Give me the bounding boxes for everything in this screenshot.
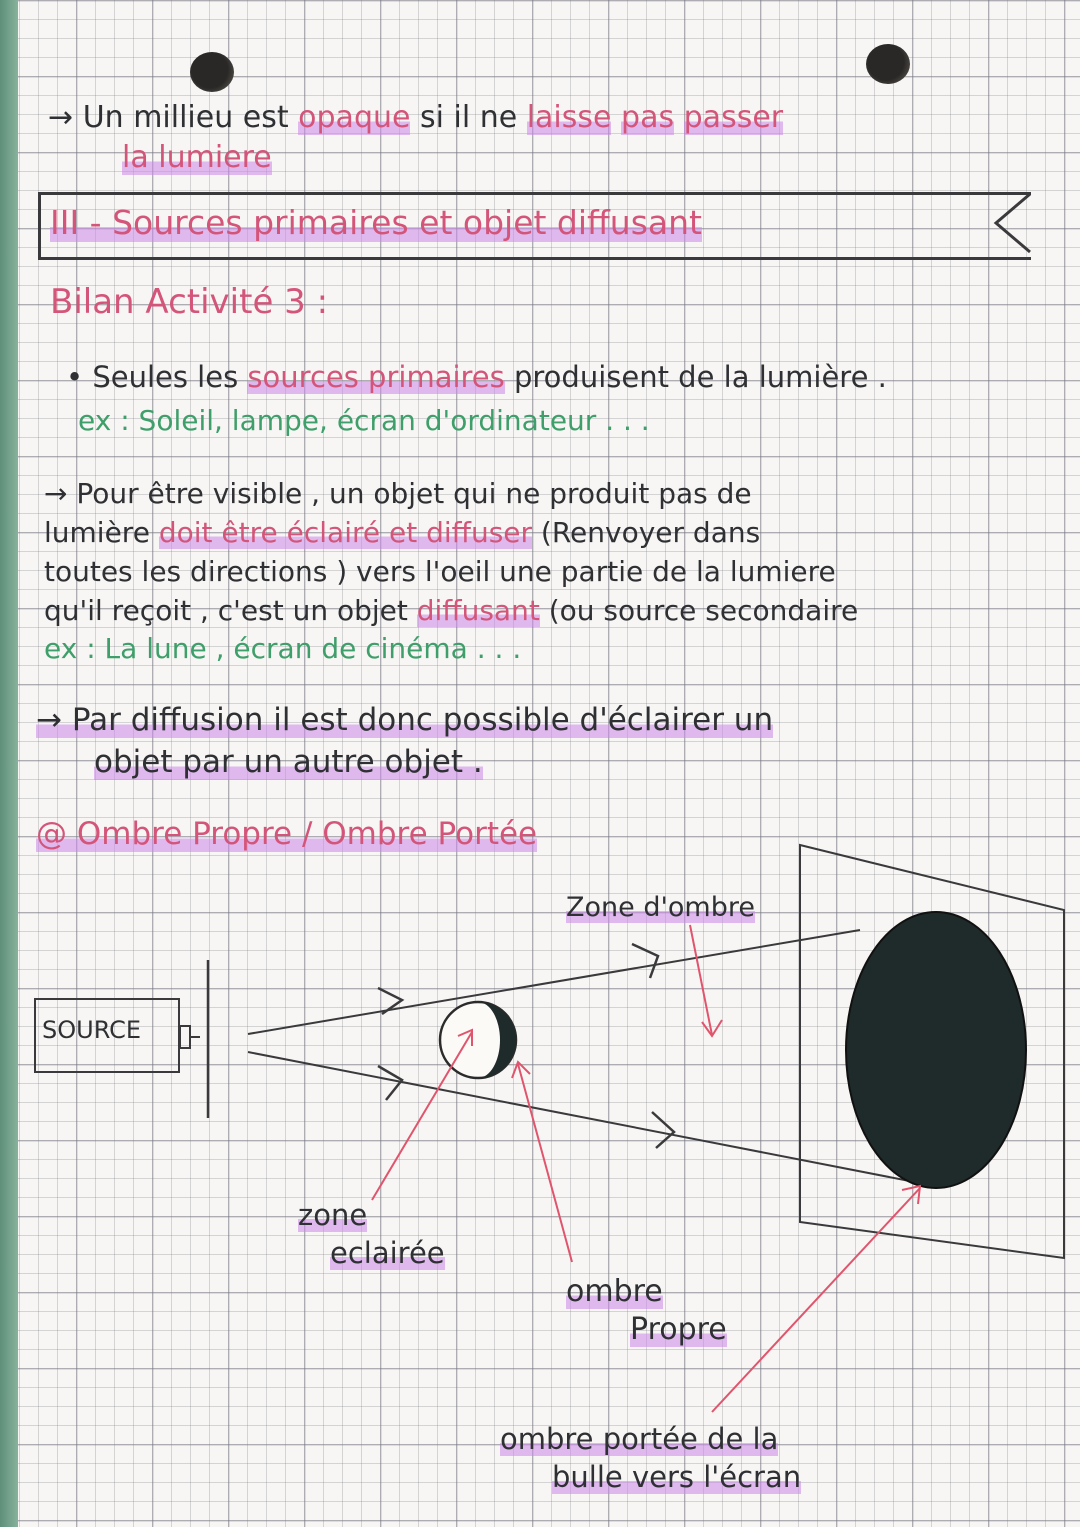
opaque-definition-cont: la lumiere bbox=[122, 140, 272, 175]
ray-bottom bbox=[248, 1052, 930, 1185]
bilan-heading: Bilan Activité 3 : bbox=[50, 282, 329, 322]
label-ombre-propre-2: Propre bbox=[630, 1312, 727, 1347]
zone-ombre-pointer bbox=[690, 925, 712, 1035]
ray-arrow-icon bbox=[378, 1066, 402, 1100]
diffusing-object-example: ex : La lune , écran de cinéma . . . bbox=[44, 632, 522, 665]
label-ombre-portee-1: ombre portée de la bbox=[500, 1422, 779, 1456]
diffusion-line1: → Par diffusion il est donc possible d'éclairer un bbox=[36, 702, 774, 738]
arrow-icon: → bbox=[48, 100, 74, 135]
ombre-propre-pointer bbox=[518, 1064, 572, 1262]
label-zone-ombre: Zone d'ombre bbox=[566, 892, 755, 923]
shadow-subtitle: @ Ombre Propre / Ombre Portée bbox=[36, 816, 538, 852]
ray-arrow-icon bbox=[652, 1112, 674, 1148]
ray-arrow-icon bbox=[632, 944, 658, 978]
diffusing-object-line1: → Pour être visible , un objet qui ne produit pas de bbox=[44, 477, 752, 510]
diffusing-object-line2: lumière doit être éclairé et diffuser (Renvoyer dans bbox=[44, 516, 761, 549]
source-label: SOURCE bbox=[42, 1016, 142, 1044]
primary-sources-example: ex : Soleil, lampe, écran d'ordinateur . . . bbox=[78, 404, 650, 437]
label-ombre-propre-1: ombre bbox=[566, 1274, 663, 1309]
label-zone-eclairee-2: eclairée bbox=[330, 1236, 445, 1270]
diffusing-object-line4: qu'il reçoit , c'est un objet diffusant (ou source secondaire bbox=[44, 594, 859, 627]
label-ombre-portee-2: bulle vers l'écran bbox=[552, 1460, 802, 1494]
zone-eclairee-pointer bbox=[372, 1032, 472, 1200]
label-zone-eclairee-1: zone bbox=[298, 1198, 368, 1232]
diffusion-line2: objet par un autre objet . bbox=[94, 744, 483, 780]
opaque-definition: → Un millieu est opaque si il ne laisse pas passer bbox=[48, 100, 784, 135]
cast-shadow bbox=[846, 912, 1026, 1188]
ray-top bbox=[248, 930, 860, 1034]
section-title: III - Sources primaires et objet diffusant bbox=[50, 203, 702, 242]
bulb-contact bbox=[180, 1026, 190, 1048]
ombre-portee-pointer bbox=[712, 1188, 920, 1412]
primary-sources-text: • Seules les sources primaires produisent de la lumière . bbox=[66, 360, 887, 394]
diffusing-object-line3: toutes les directions ) vers l'oeil une partie de la lumiere bbox=[44, 555, 836, 588]
